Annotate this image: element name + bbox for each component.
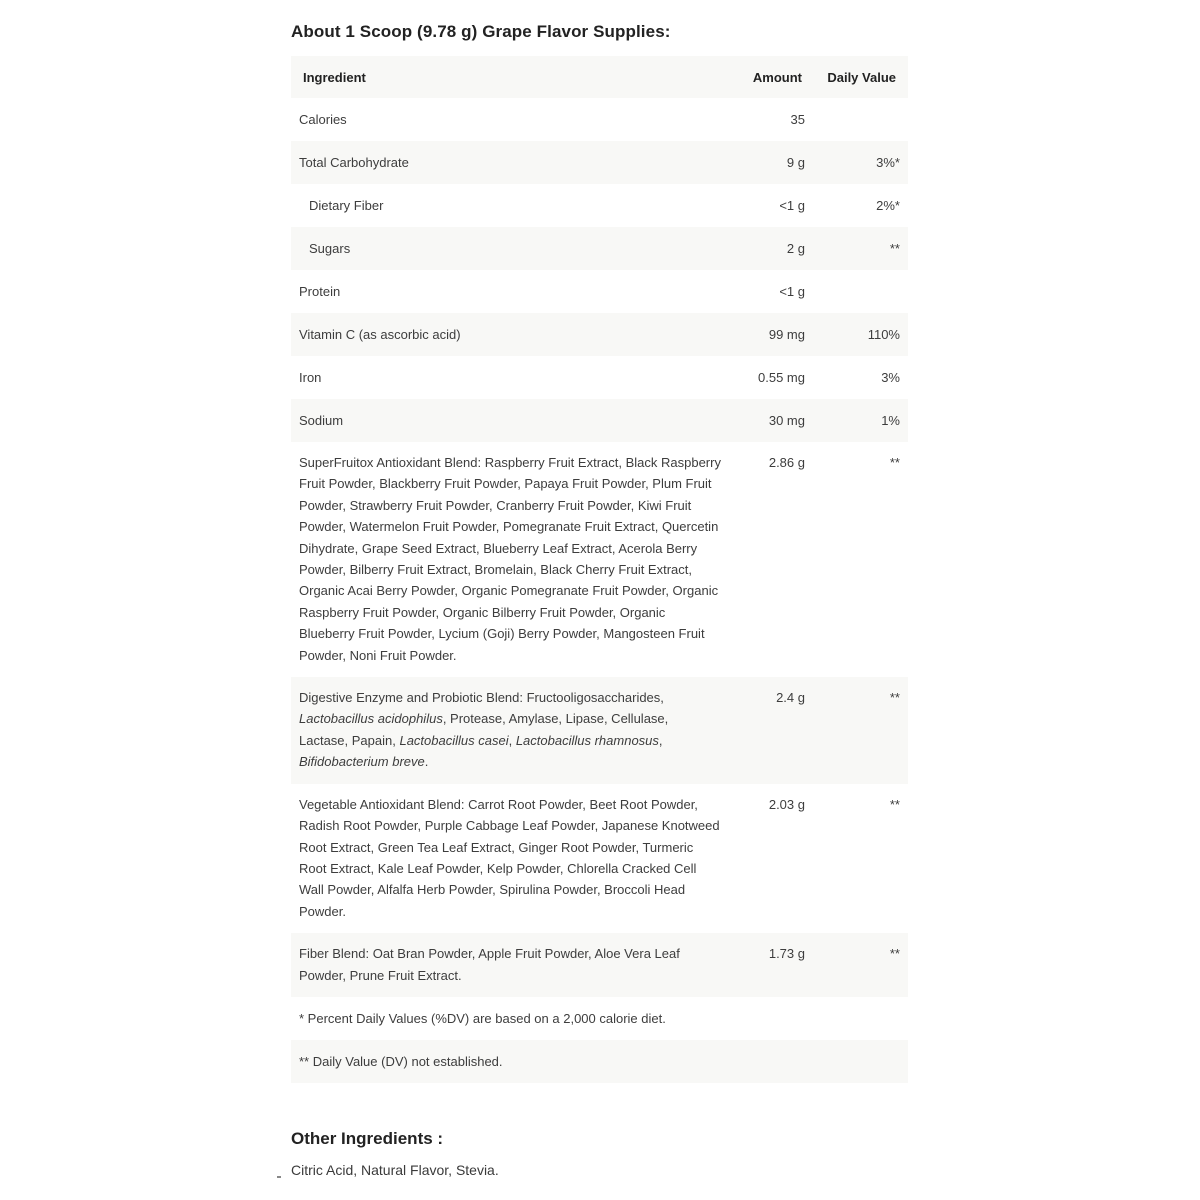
dv-cell: 3%* bbox=[876, 154, 900, 170]
amount-cell: 2.03 g bbox=[768, 796, 805, 812]
amount-cell: 9 g bbox=[786, 154, 805, 170]
ingredient-species: Lactobacillus casei bbox=[399, 732, 509, 748]
ingredient-cell: Vitamin C (as ascorbic acid) bbox=[299, 326, 461, 342]
amount-cell: <1 g bbox=[779, 197, 805, 213]
serving-title: About 1 Scoop (9.78 g) Grape Flavor Supplies: bbox=[291, 22, 671, 41]
table-row bbox=[291, 184, 908, 227]
dv-cell: ** bbox=[889, 240, 900, 256]
table-row bbox=[291, 677, 908, 784]
ingredient-text: , bbox=[658, 732, 663, 748]
dv-cell: 3% bbox=[881, 369, 900, 385]
table-row bbox=[291, 270, 908, 313]
header-amount: Amount bbox=[752, 69, 802, 85]
ingredient-species: Bifidobacterium breve bbox=[299, 754, 425, 770]
ingredient-text: Digestive Enzyme and Probiotic Blend: Fructooligosaccharides, bbox=[299, 690, 664, 706]
dv-cell: 110% bbox=[867, 326, 900, 342]
ingredient-text: . bbox=[424, 754, 429, 770]
amount-cell: 99 mg bbox=[768, 326, 805, 342]
amount-cell: <1 g bbox=[779, 283, 805, 299]
dv-cell: 1% bbox=[881, 412, 900, 428]
ingredient-species: Lactobacillus acidophilus bbox=[299, 711, 443, 727]
ingredient-cell: SuperFruitox Antioxidant Blend: Raspberry Fruit Extract, Black Raspberry Fruit Powder, Blackberry Fruit Powder, Papaya Fruit Powder, Plum Fruit Powder, Strawberry Fruit Powder, Cranberry Fruit Powder, Kiwi Fruit Powder, Watermelon Fruit Powder, Pomegranate Fruit Extract, Quercetin Dihydrate, Grape Seed Extract, Blueberry Leaf Extract, Acerola Berry Powder, Bilberry Fruit Extract, Bromelain, Black Cherry Fruit Extract, Organic Acai Berry Powder, Organic Pomegranate Fruit Powder, Organic Raspberry Fruit Powder, Organic Bilberry Fruit Powder, Organic Blueberry Fruit Powder, Lycium (Goji) Berry Powder, Mangosteen Fruit Powder, Noni Fruit Powder. bbox=[299, 455, 721, 663]
stray-mark bbox=[277, 1176, 281, 1178]
ingredient-cell: Fiber Blend: Oat Bran Powder, Apple Fruit Powder, Aloe Vera Leaf Powder, Prune Fruit Extract. bbox=[299, 946, 680, 983]
dv-cell bbox=[810, 98, 908, 141]
amount-cell: 35 bbox=[790, 111, 805, 127]
table-row bbox=[291, 98, 908, 141]
other-ingredients-title: Other Ingredients : bbox=[291, 1129, 444, 1148]
footnote-row bbox=[291, 1040, 908, 1083]
amount-cell: 2 g bbox=[786, 240, 805, 256]
ingredient-text: , bbox=[508, 732, 516, 748]
table-header-row bbox=[291, 56, 908, 98]
ingredient-cell: Calories bbox=[299, 111, 347, 127]
header-daily-value: Daily Value bbox=[827, 69, 896, 85]
dv-cell bbox=[810, 270, 908, 313]
table-row bbox=[291, 141, 908, 184]
dv-cell: 2%* bbox=[876, 197, 900, 213]
table-row bbox=[291, 933, 908, 997]
dv-cell: ** bbox=[889, 690, 900, 706]
footnote-percent-dv: * Percent Daily Values (%DV) are based on a 2,000 calorie diet. bbox=[299, 1010, 666, 1026]
ingredient-cell: Protein bbox=[299, 283, 341, 299]
footnote-row bbox=[291, 997, 908, 1040]
ingredient-cell: Vegetable Antioxidant Blend: Carrot Root Powder, Beet Root Powder, Radish Root Powder, Purple Cabbage Leaf Powder, Japanese Knotweed Root Extract, Green Tea Leaf Extract, Ginger Root Powder, Turmeric Root Extract, Kale Leaf Powder, Kelp Powder, Chlorella Cracked Cell Wall Powder, Alfalfa Herb Powder, Spirulina Powder, Broccoli Head Powder. bbox=[299, 796, 720, 919]
ingredient-cell: Sugars bbox=[309, 240, 351, 256]
dv-cell: ** bbox=[889, 455, 900, 470]
amount-cell: 1.73 g bbox=[768, 946, 805, 962]
ingredient-text: , Protease, Amylase, Lipase, Cellulase, Lactase, Papain, bbox=[299, 711, 669, 748]
amount-cell: 2.86 g bbox=[768, 455, 805, 470]
nutrition-table bbox=[291, 56, 908, 1083]
ingredient-cell: Sodium bbox=[299, 412, 344, 428]
table-row bbox=[291, 356, 908, 399]
dv-cell: ** bbox=[889, 796, 900, 812]
footnote-dv-not-established: ** Daily Value (DV) not established. bbox=[299, 1053, 503, 1069]
ingredient-cell: Dietary Fiber bbox=[309, 197, 384, 213]
amount-cell: 30 mg bbox=[768, 412, 805, 428]
amount-cell: 2.4 g bbox=[776, 690, 805, 706]
dv-cell: ** bbox=[889, 946, 900, 962]
ingredient-species: Lactobacillus rhamnosus bbox=[515, 732, 659, 748]
ingredient-cell: Iron bbox=[299, 369, 322, 385]
ingredient-cell bbox=[291, 677, 741, 784]
table-row bbox=[291, 227, 908, 270]
amount-cell: 0.55 mg bbox=[758, 369, 805, 385]
ingredient-cell: Total Carbohydrate bbox=[299, 154, 409, 170]
other-ingredients-text: Citric Acid, Natural Flavor, Stevia. bbox=[291, 1162, 499, 1178]
table-row bbox=[291, 313, 908, 356]
table-row bbox=[291, 442, 908, 677]
table-row bbox=[291, 399, 908, 442]
header-ingredient: Ingredient bbox=[303, 69, 366, 85]
table-row bbox=[291, 784, 908, 933]
